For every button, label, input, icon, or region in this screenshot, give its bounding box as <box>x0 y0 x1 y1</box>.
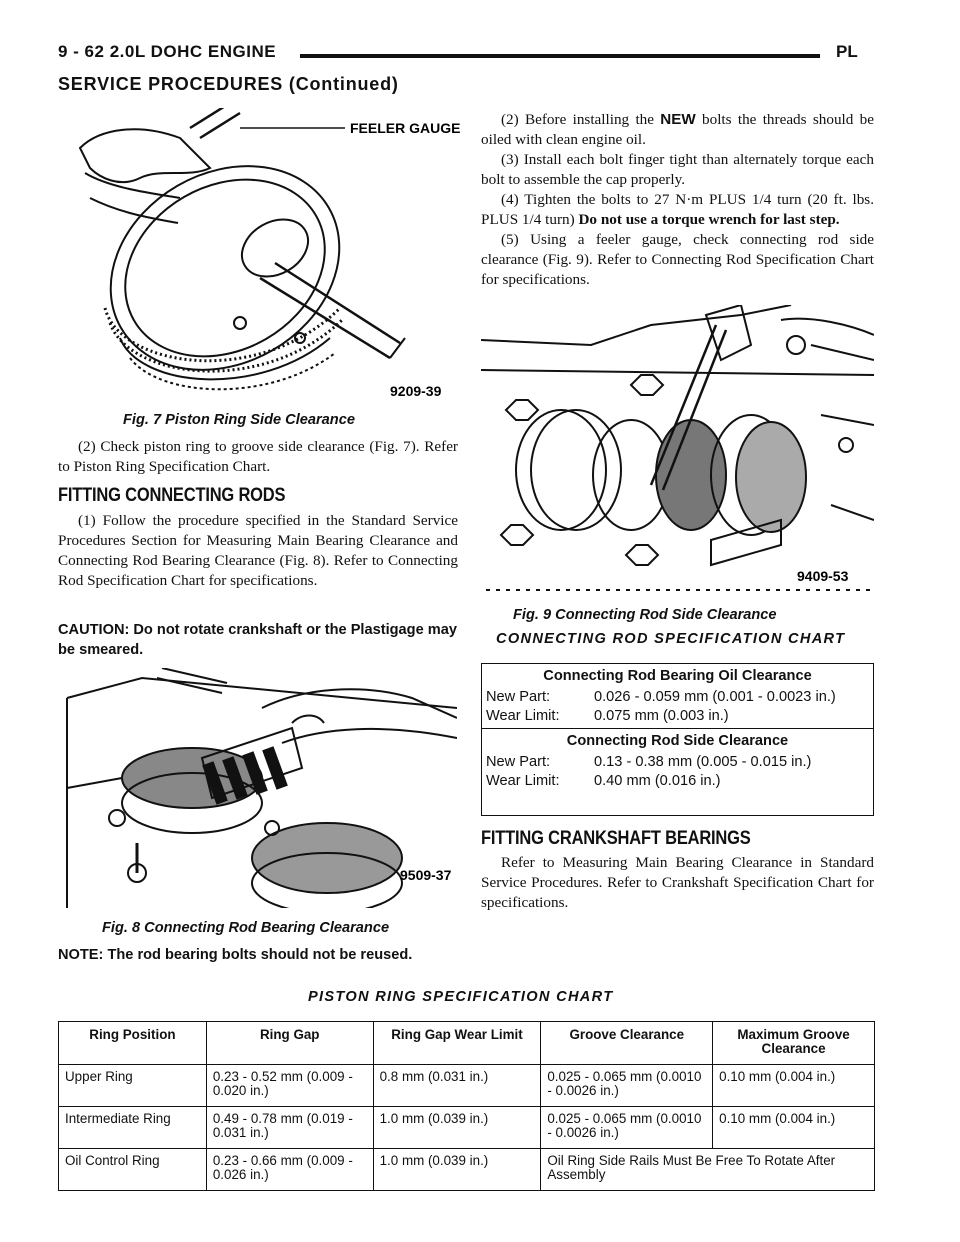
table-row: Upper Ring 0.23 - 0.52 mm (0.009 - 0.020 in.) 0.8 mm (0.031 in.) 0.025 - 0.065 mm (0.0010 - 0.0026 in.) 0.10 mm (0.004 in.) <box>59 1065 875 1107</box>
brand-code: PL <box>836 42 858 61</box>
col-groove-clearance: Groove Clearance <box>541 1022 713 1065</box>
conrod-spec-table <box>481 663 874 816</box>
step2-text: (2) Check piston ring to groove side clearance (Fig. 7). Refer to Piston Ring Specification Chart. <box>58 438 458 475</box>
fig8-code: 9509-37 <box>400 867 452 883</box>
col-max-groove: Maximum Groove Clearance <box>713 1022 875 1065</box>
page-number-title: 9 - 62 2.0L DOHC ENGINE <box>58 42 277 61</box>
step1-text: (1) Follow the procedure specified in the Standard Service Procedures Section for Measuring Main Bearing Clearance and Connecting Rod Bearing Clearance (Fig. 8). Refer to Connecting Rod Specification Chart for specifications. <box>58 512 458 589</box>
piston-feeler-gauge-drawing <box>60 108 460 408</box>
fig9-caption: Fig. 9 Connecting Rod Side Clearance <box>513 607 777 623</box>
left-step1 <box>58 511 458 591</box>
col-ring-gap-wear: Ring Gap Wear Limit <box>373 1022 541 1065</box>
crankshaft-paragraph: Refer to Measuring Main Bearing Clearance in Standard Service Procedures. Refer to Crankshaft Specification Chart for specifications. <box>481 854 874 911</box>
table-row: Intermediate Ring 0.49 - 0.78 mm (0.019 - 0.031 in.) 1.0 mm (0.039 in.) 0.025 - 0.065 mm (0.0010 - 0.0026 in.) 0.10 mm (0.004 in.) <box>59 1107 875 1149</box>
col-ring-position: Ring Position <box>59 1022 207 1065</box>
step5-feeler: (5) Using a feeler gauge, check connecting rod side clearance (Fig. 9). Refer to Connecting Rod Specification Chart for specifications. <box>481 231 874 288</box>
figure-8-rod-bearing <box>62 668 457 908</box>
step3-install: (3) Install each bolt finger tight than alternately torque each bolt to assemble the cap properly. <box>481 151 874 188</box>
conrod-side-clearance-heading: Connecting Rod Side Clearance <box>566 733 789 749</box>
conrod-chart-title: CONNECTING ROD SPECIFICATION CHART <box>496 631 846 647</box>
piston-chart-title: PISTON RING SPECIFICATION CHART <box>308 989 614 1005</box>
fitting-crankshaft-heading: FITTING CRANKSHAFT BEARINGS <box>481 828 751 849</box>
section-title: SERVICE PROCEDURES (Continued) <box>58 74 399 94</box>
col-ring-gap: Ring Gap <box>206 1022 373 1065</box>
spec-row: Wear Limit: 0.075 mm (0.003 in.) <box>486 708 729 724</box>
fig7-caption: Fig. 7 Piston Ring Side Clearance <box>123 412 355 428</box>
feeler-gauge-callout: FEELER GAUGE <box>350 120 460 136</box>
right-steps <box>481 110 874 290</box>
spec-row: New Part: 0.026 - 0.059 mm (0.001 - 0.0023 in.) <box>486 689 836 705</box>
figure-9-rod-side <box>481 305 874 595</box>
plastigage-drawing <box>62 668 457 908</box>
caution-note: CAUTION: Do not rotate crankshaft or the Plastigage may be smeared. <box>58 622 457 658</box>
left-step2 <box>58 437 458 477</box>
note-bolts: NOTE: The rod bearing bolts should not be reused. <box>58 947 413 963</box>
fig7-code: 9209-39 <box>390 383 442 399</box>
table-header-row <box>59 1022 875 1065</box>
fitting-connecting-rods-heading: FITTING CONNECTING RODS <box>58 485 286 506</box>
header-rule <box>300 54 820 58</box>
spec-row: New Part: 0.13 - 0.38 mm (0.005 - 0.015 in.) <box>486 754 812 770</box>
figure-7-piston-ring <box>60 108 460 408</box>
fig9-code: 9409-53 <box>797 568 849 584</box>
table-row: Oil Control Ring 0.23 - 0.66 mm (0.009 - 0.026 in.) 1.0 mm (0.039 in.) Oil Ring Side Rails Must Be Free To Rotate After Assembly <box>59 1149 875 1191</box>
step2-install: (2) Before installing the NEW bolts the threads should be oiled with clean engine oil. <box>481 111 874 148</box>
piston-ring-spec-table <box>58 1021 875 1191</box>
step4-tighten: (4) Tighten the bolts to 27 N·m PLUS 1/4 turn (20 ft. lbs. PLUS 1/4 turn) Do not use a torque wrench for last step. <box>481 191 874 228</box>
fig8-caption: Fig. 8 Connecting Rod Bearing Clearance <box>102 920 390 936</box>
conrod-oil-clearance-heading: Connecting Rod Bearing Oil Clearance <box>543 668 812 684</box>
spec-row: Wear Limit: 0.40 mm (0.016 in.) <box>486 773 721 789</box>
rod-side-clearance-drawing <box>481 305 874 595</box>
